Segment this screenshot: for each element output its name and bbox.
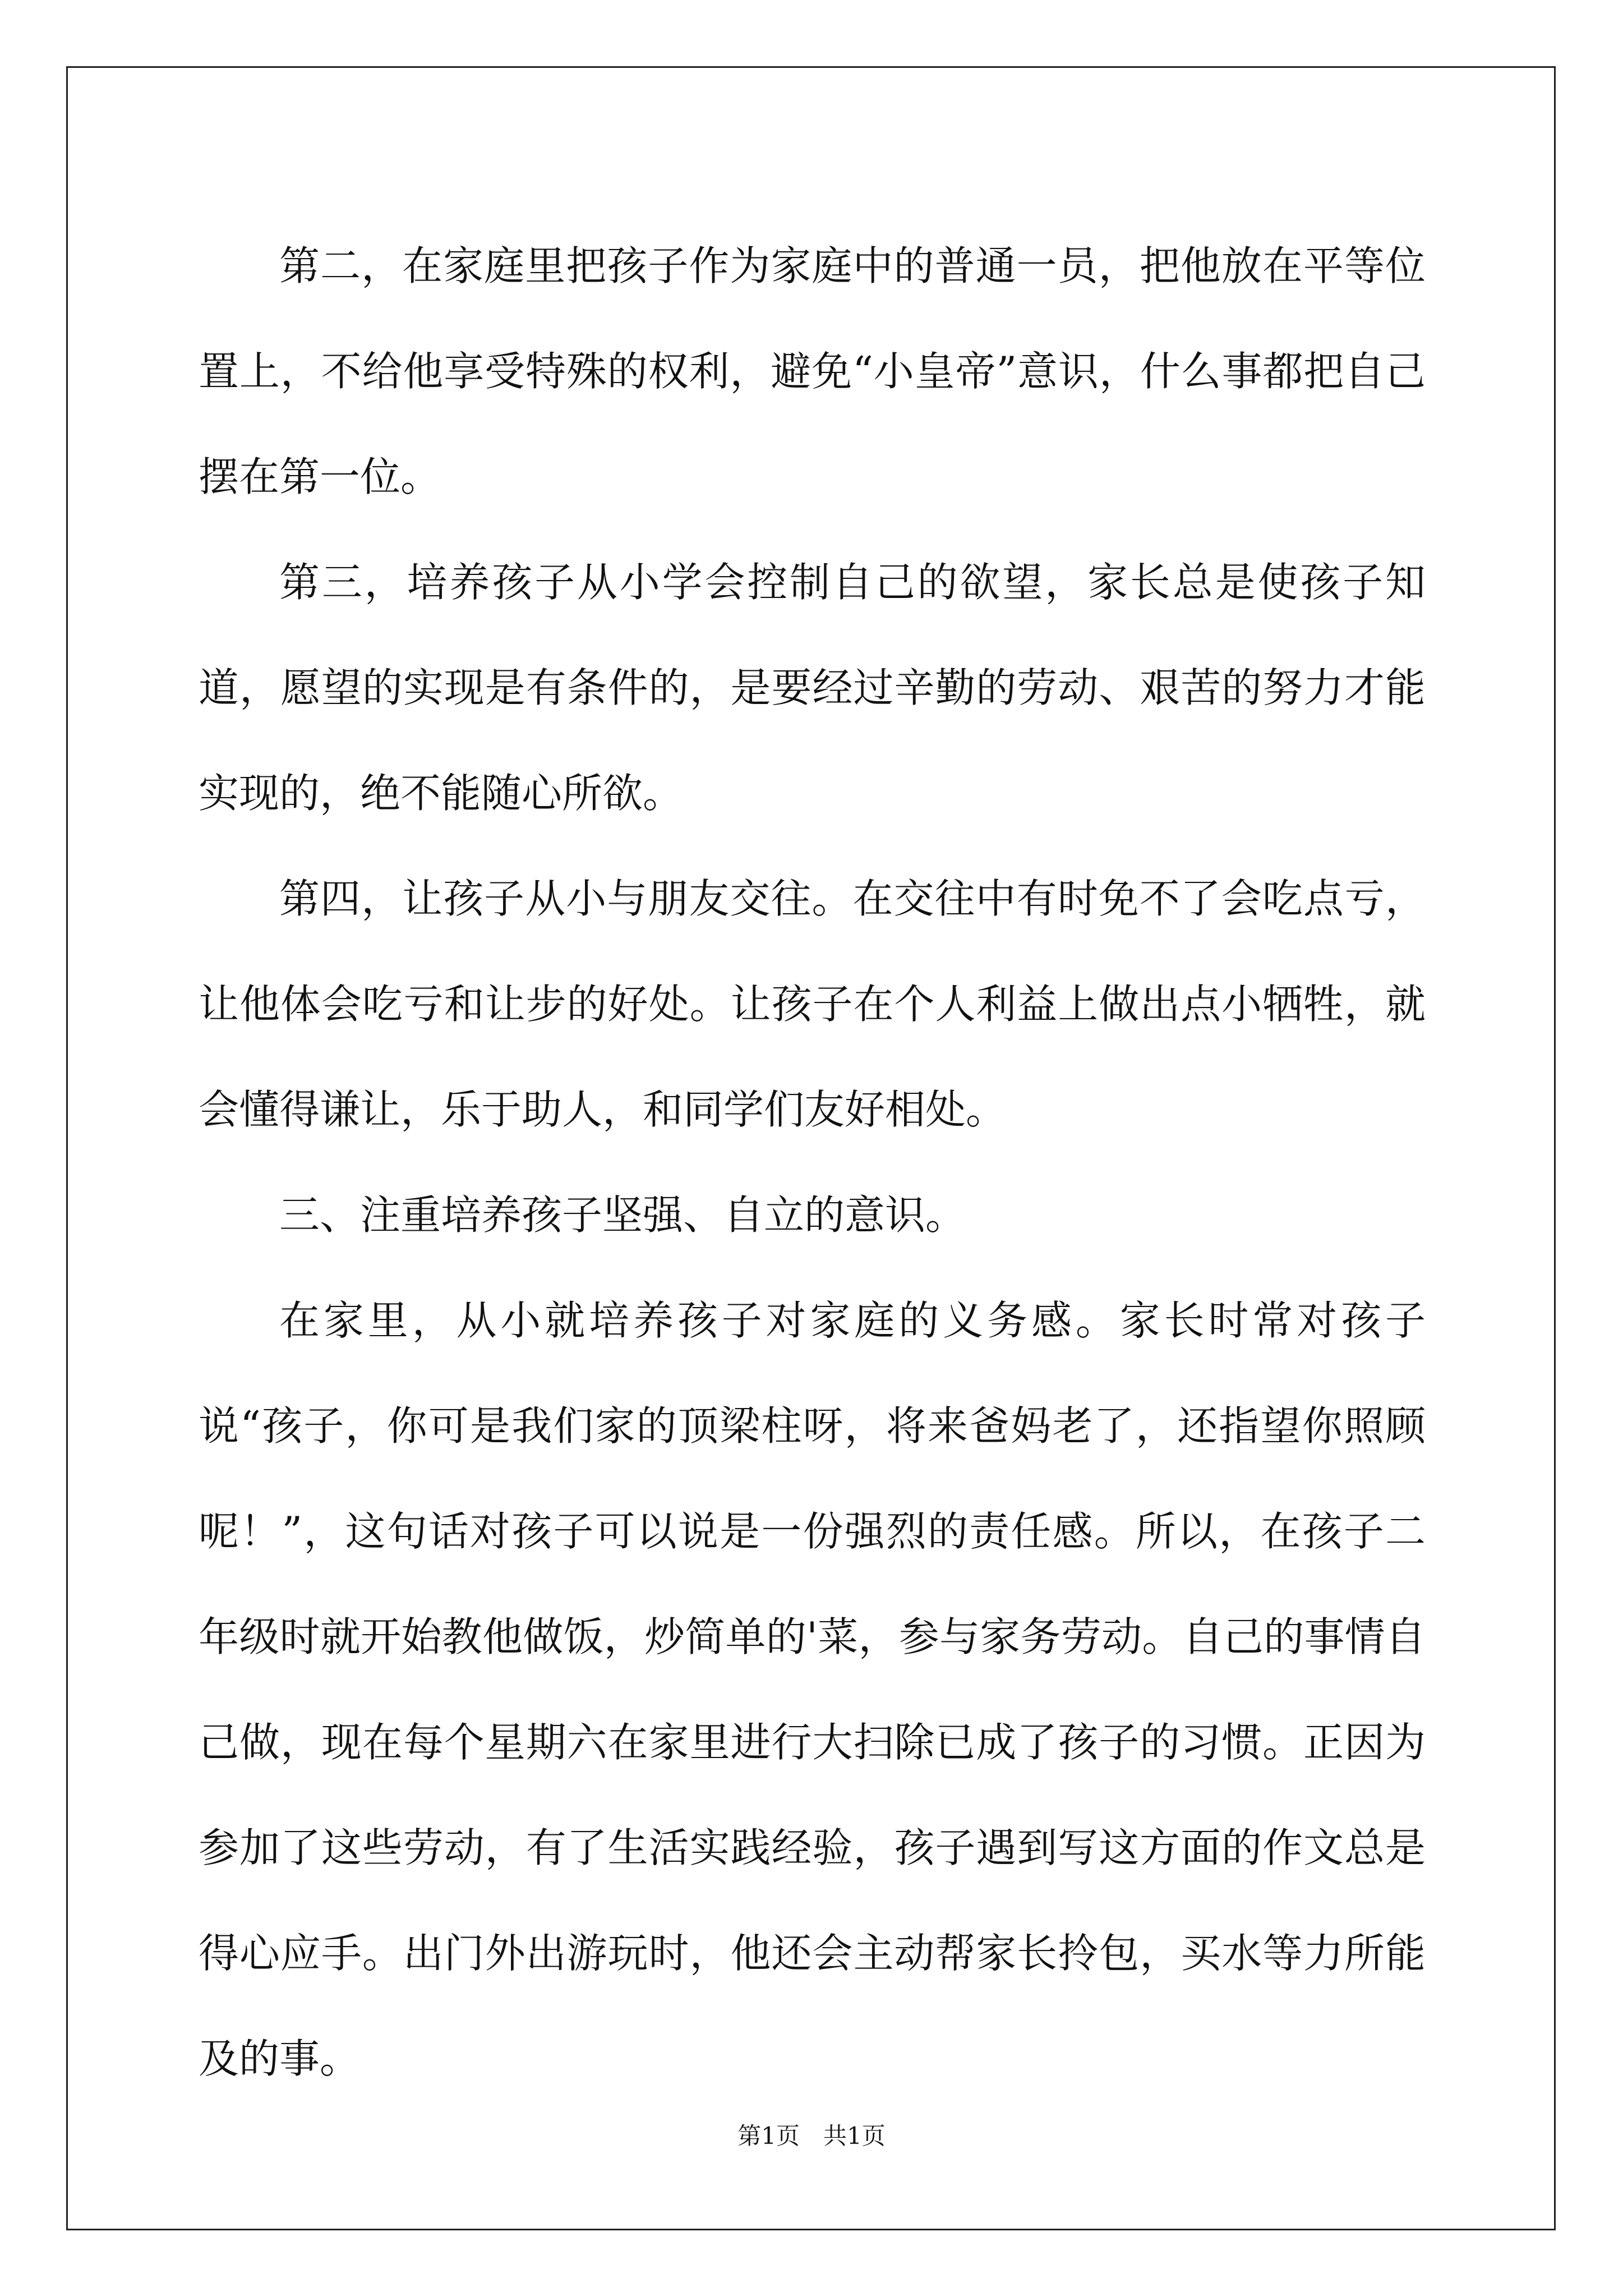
page-number-footer: 第1页 共1页 bbox=[737, 2122, 886, 2150]
document-body bbox=[199, 213, 1426, 2111]
paragraph-4: 第四，让孩子从小与朋友交往。在交往中有时免不了会吃点亏，让他体会吃亏和让步的好处。让孩子在个人利益上做出点小牺牲，就会懂得谦让，乐于助人，和同学们友好相处。 bbox=[199, 875, 1426, 1133]
paragraph-3: 第三，培养孩子从小学会控制自己的欲望，家长总是使孩子知道，愿望的实现是有条件的，是要经过辛勤的劳动、艰苦的努力才能实现的，绝不能随心所欲。 bbox=[199, 559, 1426, 817]
paragraph-2: 第二，在家庭里把孩子作为家庭中的普通一员，把他放在平等位置上，不给他享受特殊的权利，避免“小皇帝”意识，什么事都把自己摆在第一位。 bbox=[199, 242, 1426, 500]
section-heading: 三、注重培养孩子坚强、自立的意识。 bbox=[279, 1191, 966, 1239]
paragraph-home: 在家里，从小就培养孩子对家庭的义务感。家长时常对孩子说“孩子，你可是我们家的顶梁柱呀，将来爸妈老了，还指望你照顾呢！”，这句话对孩子可以说是一份强烈的责任感。所以，在孩子二年级时就开始教他做饭，炒简单的'菜，参与家务劳动。自己的事情自己做，现在每个星期六在家里进行大扫除已成了孩子的习惯。正因为参加了这些劳动，有了生活实践经验，孩子遇到写这方面的作文总是得心应手。出门外出游玩时，他还会主动帮家长拎包，买水等力所能及的事。 bbox=[199, 1297, 1426, 2082]
